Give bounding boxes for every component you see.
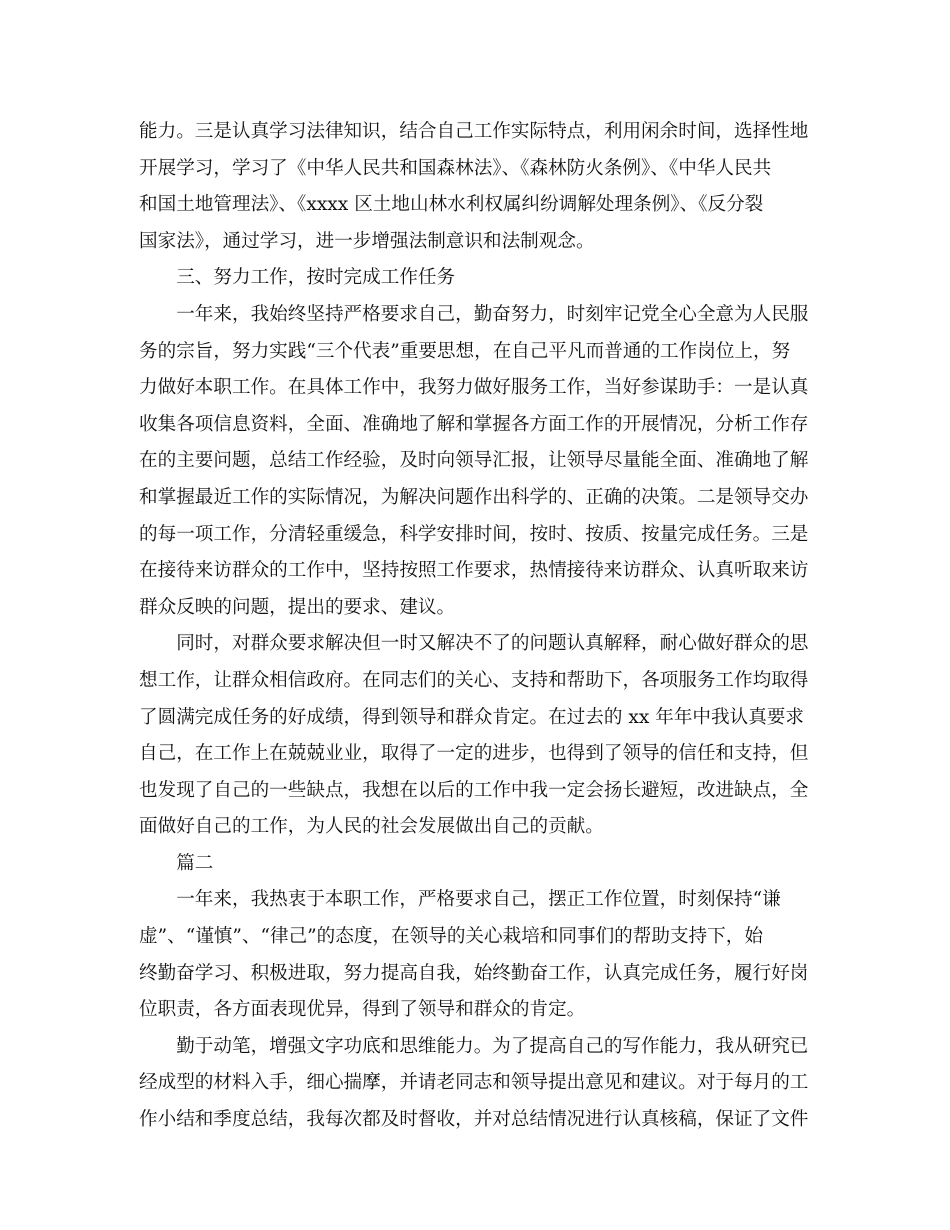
text-line: 和掌握最近工作的实际情况，为解决问题作出科学的、正确的决策。二是领导交办 xyxy=(139,486,809,508)
paragraph-p5 xyxy=(139,1029,811,1139)
text-line: 群众反映的问题，提出的要求、建议。 xyxy=(139,596,456,618)
text-line: 位职责，各方面表现优异，得到了领导和群众的肯定。 xyxy=(139,999,586,1021)
text-line: 在的主要问题，总结工作经验，及时向领导汇报，让领导尽量能全面、准确地了解 xyxy=(139,450,809,472)
text-line: 想工作，让群众相信政府。在同志们的关心、支持和帮助下，各项服务工作均取得 xyxy=(139,669,809,691)
text-line: 的每一项工作，分清轻重缓急，科学安排时间，按时、按质、按量完成任务。三是 xyxy=(139,523,809,545)
text-line: 在接待来访群众的工作中，坚持按照工作要求，热情接待来访群众、认真听取来访 xyxy=(139,560,809,582)
paragraph-h-part2 xyxy=(139,846,811,883)
paragraph-p2 xyxy=(139,297,811,626)
paragraph-p4 xyxy=(139,882,811,1028)
document-body xyxy=(139,114,811,1139)
paragraph-p3 xyxy=(139,626,811,846)
text-line: 能力。三是认真学习法律知识，结合自己工作实际特点，利用闲余时间，选择性地 xyxy=(139,121,809,142)
text-line: 也发现了自己的一些缺点，我想在以后的工作中我一定会扬长避短，改进缺点，全 xyxy=(139,779,809,801)
text-line: 勤于动笔，增强文字功底和思维能力。为了提高自己的写作能力，我从研究已 xyxy=(139,1035,809,1057)
text-line: 面做好自己的工作，为人民的社会发展做出自己的贡献。 xyxy=(139,816,604,838)
text-line: 虚”、“谨慎”、“律己”的态度，在领导的关心栽培和同事们的帮助支持下，始 xyxy=(139,926,763,948)
text-line: 了圆满完成任务的好成绩，得到领导和群众肯定。在过去的 xx 年年中我认真要求 xyxy=(139,706,804,728)
text-line: 三、努力工作，按时完成工作任务 xyxy=(139,267,456,289)
text-line: 自己，在工作上在兢兢业业，取得了一定的进步，也得到了领导的信任和支持，但 xyxy=(139,743,809,765)
text-line: 开展学习，学习了《中华人民共和国森林法》、《森林防火条例》、《中华人民共 xyxy=(139,157,772,179)
paragraph-p1 xyxy=(139,114,811,260)
text-line: 力做好本职工作。在具体工作中，我努力做好服务工作，当好参谋助手：一是认真 xyxy=(139,377,809,399)
text-line: 收集各项信息资料，全面、准确地了解和掌握各方面工作的开展情况，分析工作存 xyxy=(139,413,809,435)
text-line: 同时，对群众要求解决但一时又解决不了的问题认真解释，耐心做好群众的思 xyxy=(139,633,809,655)
text-line: 务的宗旨，努力实践“三个代表”重要思想，在自己平凡而普通的工作岗位上，努 xyxy=(139,340,791,362)
text-line: 篇二 xyxy=(139,852,214,874)
text-line: 一年来，我始终坚持严格要求自己，勤奋努力，时刻牢记党全心全意为人民服 xyxy=(139,303,809,325)
text-line: 经成型的材料入手，细心揣摩，并请老同志和领导提出意见和建议。对于每月的工 xyxy=(139,1072,809,1094)
text-line: 终勤奋学习、积极进取，努力提高自我，始终勤奋工作，认真完成任务，履行好岗 xyxy=(139,962,809,984)
text-line: 和国土地管理法》、《xxxx 区土地山林水利权属纠纷调解处理条例》、《反分裂 xyxy=(139,194,764,216)
paragraph-h3 xyxy=(139,260,811,297)
text-line: 一年来，我热衷于本职工作，严格要求自己，摆正工作位置，时刻保持“谦 xyxy=(139,889,781,911)
text-line: 作小结和季度总结，我每次都及时督收，并对总结情况进行认真核稿，保证了文件 xyxy=(139,1109,809,1131)
text-line: 国家法》，通过学习，进一步增强法制意识和法制观念。 xyxy=(139,230,595,252)
